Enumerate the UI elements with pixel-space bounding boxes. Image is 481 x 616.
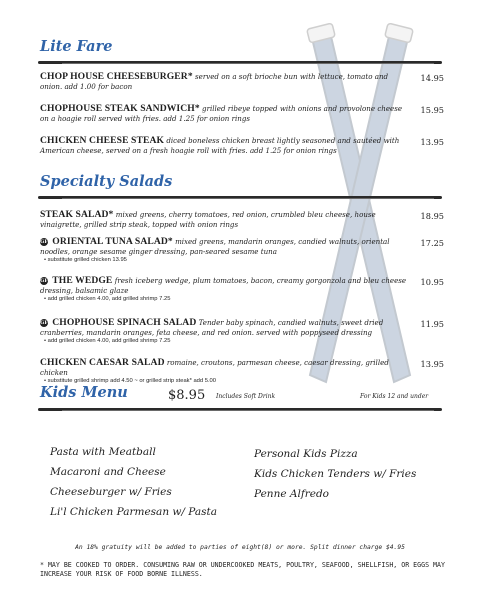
menu-item: [40, 276, 410, 305]
health-disclaimer: * MAY BE COOKED TO ORDER. CONSUMING RAW OR UNDERCOOKED MEATS, POULTRY, SEAFOOD, SHELLFISH, OR EGGS MAY INCREASE YOUR RISK OF FOOD BORNE ILLNESS.: [40, 561, 445, 578]
kids-item: Macaroni and Cheese: [50, 466, 166, 478]
specialty-salads-title: Specialty Salads: [40, 173, 173, 190]
lite-fare-title: Lite Fare: [40, 38, 113, 55]
kids-item: Li'l Chicken Parmesan w/ Pasta: [50, 506, 218, 518]
kids-item: Personal Kids Pizza: [254, 448, 358, 460]
item-note: • substitute grilled shrimp add 4.50 ~ or grilled strip steak* add 5.00: [44, 378, 217, 385]
item-price: 10.95: [420, 277, 444, 287]
kids-age-note: For Kids 12 and under: [360, 393, 429, 400]
item-note: • add grilled chicken 4.00, add grilled shrimp 7.25: [44, 338, 171, 345]
menu-item: [40, 72, 410, 91]
menu-item: [40, 104, 410, 123]
menu-item: [40, 358, 410, 387]
item-desc: Tender baby spinach, candied walnuts, sweet dried cranberries, mandarin oranges, feta cheese, and red onion. served with poppyseed dressing: [40, 318, 384, 337]
item-price: 11.95: [420, 319, 444, 329]
menu-item: [40, 136, 410, 155]
item-desc: grilled ribeye topped with onions and provolone cheese on a hoagie roll served with fries. add 1.25 for onion rings: [40, 104, 403, 123]
kids-item: Penne Alfredo: [254, 488, 329, 500]
item-note: • add grilled chicken 4.00, add grilled shrimp 7.25: [44, 296, 171, 303]
gluten-free-icon: GF: [40, 320, 48, 326]
item-name: CHICKEN CAESAR SALAD: [40, 357, 165, 368]
item-name: CHOPHOUSE STEAK SANDWICH*: [40, 103, 200, 114]
kids-includes: Includes Soft Drink: [216, 393, 276, 400]
gluten-free-icon: GF: [40, 239, 48, 245]
kids-item: Pasta with Meatball: [50, 446, 156, 458]
section-divider: [38, 196, 442, 199]
item-desc: diced boneless chicken breast lightly seasoned and sautéed with American cheese, served on a fresh hoagie roll with fries. add 1.25 for onion rings: [40, 136, 400, 155]
kids-item: Cheeseburger w/ Fries: [50, 486, 172, 498]
item-price: 14.95: [420, 73, 444, 83]
item-desc: romaine, croutons, parmesan cheese, caesar dressing, grilled chicken: [40, 358, 389, 377]
item-name: CHICKEN CHEESE STEAK: [40, 135, 165, 146]
menu-item: [40, 210, 410, 229]
item-price: 13.95: [420, 359, 444, 369]
item-price: 17.25: [420, 238, 444, 248]
item-name: THE WEDGE: [52, 275, 113, 286]
item-name: CHOP HOUSE CHEESEBURGER*: [40, 71, 193, 82]
item-desc: mixed greens, cherry tomatoes, red onion, crumbled bleu cheese, house vinaigrette, grilled strip steak, topped with onion rings: [40, 210, 376, 229]
item-name: CHOPHOUSE SPINACH SALAD: [52, 317, 197, 328]
item-desc: mixed greens, mandarin oranges, candied walnuts, oriental noodles, orange sesame ginger dressing, pan-seared sesame tuna: [40, 237, 390, 256]
item-price: 13.95: [420, 137, 444, 147]
section-divider: [38, 408, 442, 411]
item-price: 18.95: [420, 211, 444, 221]
item-desc: served on a soft brioche bun with lettuce, tomato and onion. add 1.00 for bacon: [40, 72, 389, 91]
item-note: • substitute grilled chicken 13.95: [44, 257, 127, 264]
item-name: ORIENTAL TUNA SALAD*: [52, 236, 173, 247]
section-divider: [38, 61, 442, 64]
kids-menu-title: Kids Menu: [40, 384, 128, 401]
gluten-free-icon: GF: [40, 278, 48, 284]
item-name: STEAK SALAD*: [40, 209, 114, 220]
kids-item: Kids Chicken Tenders w/ Fries: [254, 468, 417, 480]
menu-item: [40, 237, 410, 266]
item-price: 15.95: [420, 105, 444, 115]
gratuity-note: An 18% gratuity will be added to parties of eight(8) or more. Split dinner charge $4.95: [75, 544, 405, 551]
menu-item: [40, 318, 410, 347]
kids-price: $8.95: [168, 388, 206, 403]
item-desc: fresh iceberg wedge, plum tomatoes, bacon, creamy gorgonzola and bleu cheese dressing, balsamic glaze: [40, 276, 407, 295]
